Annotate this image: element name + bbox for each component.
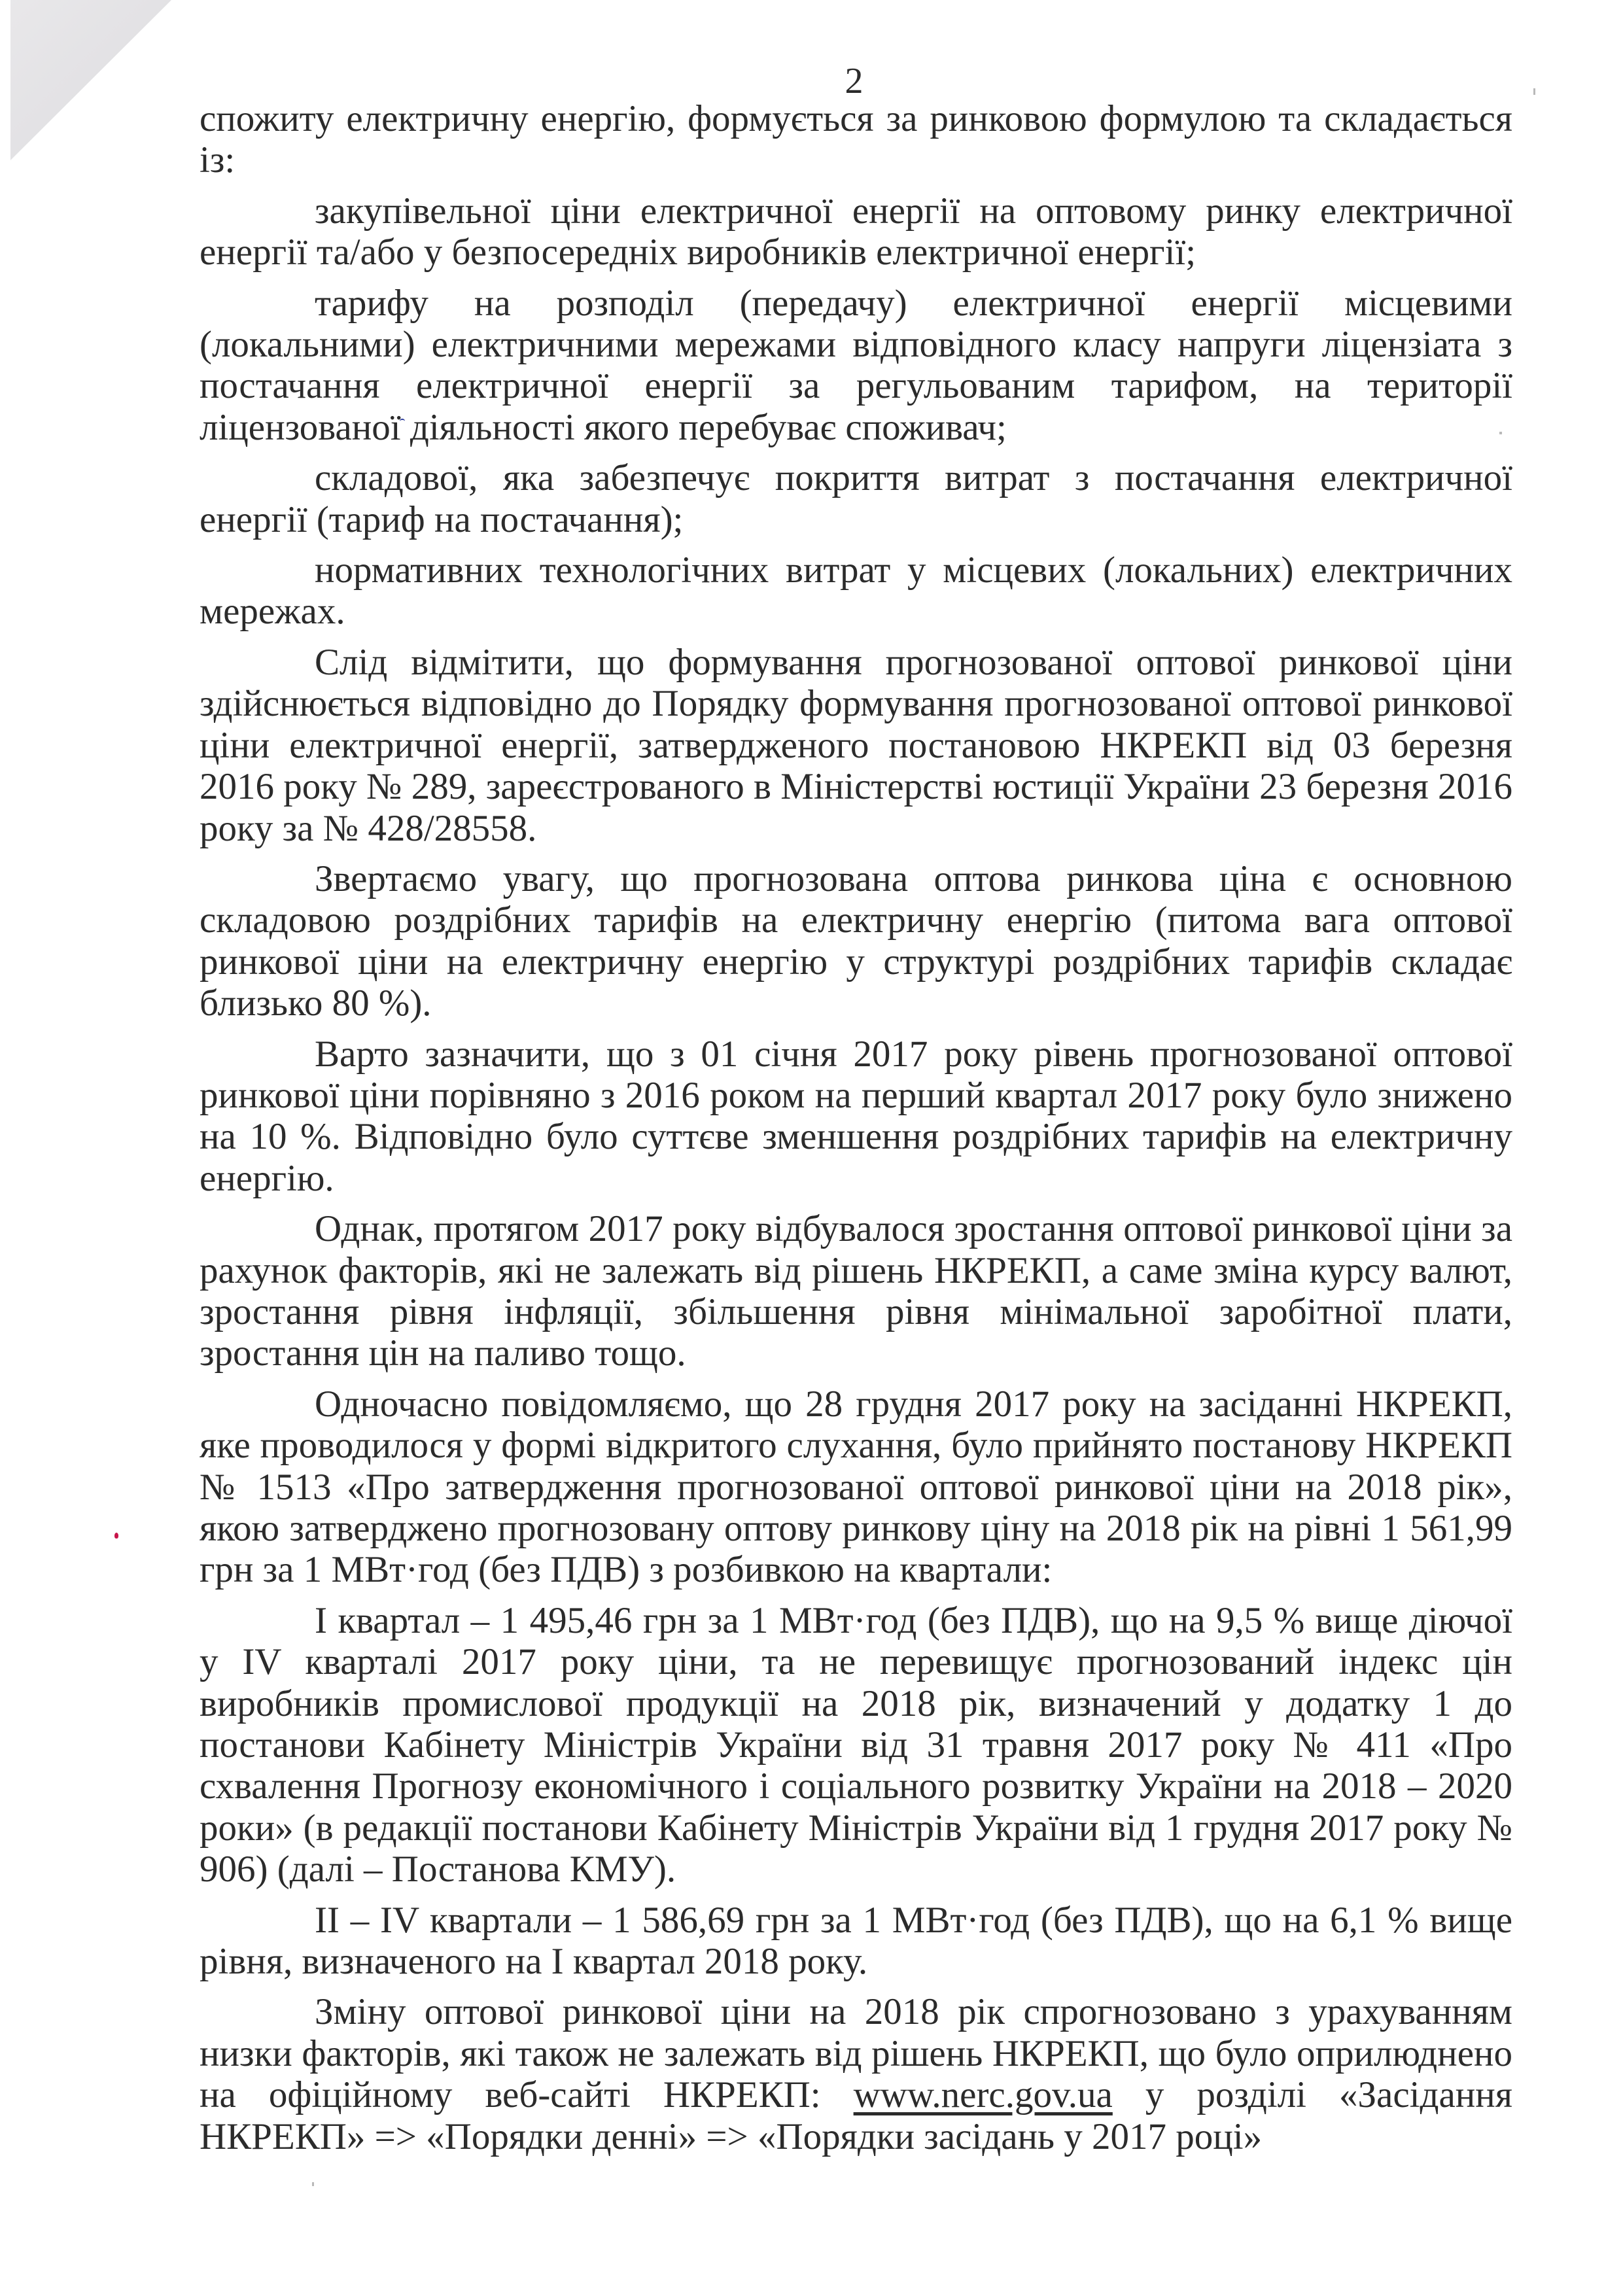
paragraph-retail-share: Звертаємо увагу, що прогнозована оптова ринкова ціна є основною складовою роздрібних тарифів на електричну енергію (питома вага оптової ринкової ціни на електричну енергію у структурі роздрібних тарифів складає близько 80 %). [200,858,1512,1024]
paragraph-purchase-price: закупівельної ціни електричної енергії на оптовому ринку електричної енергії та/або у безпосередніх виробників електричної енергії; [200,190,1512,273]
paragraph-text-after-link: у розділі «Засідання НКРЕКП» => «Порядки денні» => «Порядки засідань у 2017 році» [200,2074,1513,2157]
page-number: 2 [845,61,864,101]
scan-speck [1533,88,1535,95]
nerc-website-link[interactable]: www.nerc.gov.ua [853,2074,1113,2116]
paragraph-quarters-2-4: ІІ – ІV квартали – 1 586,69 грн за 1 МВт·год (без ПДВ), що на 6,1 % вище рівня, визначеного на І квартал 2018 року. [200,1899,1512,1983]
scan-speck [1499,432,1502,434]
paragraph-2017-reduction: Варто зазначити, що з 01 січня 2017 року рівень прогнозованої оптової ринкової ціни порівняно з 2016 роком на перший квартал 2017 року було знижено на 10 %. Відповідно було суттєве зменшення роздрібних тарифів на електричну енергію. [200,1033,1512,1199]
scan-speck [312,2182,314,2186]
pen-mark-blue [400,419,405,424]
paragraph-quarter-1: І квартал – 1 495,46 грн за 1 МВт·год (без ПДВ), що на 9,5 % вище діючої у IV кварталі 2017 року ціни, та не перевищує прогнозований індекс цін виробників промислової продукції на 2018 рік, визначений у додатку 1 до постанови Кабінету Міністрів України від 31 травня 2017 року № 411 «Про схвалення Прогнозу економічного і соціального розвитку України на 2018 – 2020 роки» (в редакції постанови Кабінету Міністрів України від 1 грудня 2017 року № 906) (далі – Постанова КМУ). [200,1599,1512,1890]
paragraph-factors-published [200,1991,1512,2157]
paragraph-text-before-link: Зміну оптової ринкової ціни на 2018 рік спрогнозовано з урахуванням низки факторів, які також не залежать від рішень НКРЕКП, що було оприлюднено на офіційному веб-сайті НКРЕКП: [200,1991,1512,2116]
paragraph-continuation: спожиту електричну енергію, формується за ринковою формулою та складається із: [200,98,1512,181]
document-body [200,98,1512,2157]
pen-mark-red [114,1533,118,1539]
paragraph-2017-growth-factors: Однак, протягом 2017 року відбувалося зростання оптової ринкової ціни за рахунок факторів, які не залежать від рішень НКРЕКП, а саме зміна курсу валют, зростання рівня інфляції, збільшення рівня мінімальної заробітної плати, зростання цін на паливо тощо. [200,1208,1512,1374]
paragraph-forecast-procedure: Слід відмітити, що формування прогнозованої оптової ринкової ціни здійснюється відповідно до Порядку формування прогнозованої оптової ринкової ціни електричної енергії, затвердженого постановою НКРЕКП від 03 березня 2016 року № 289, зареєстрованого в Міністерстві юстиції України 23 березня 2016 року за № 428/28558. [200,641,1512,849]
paragraph-resolution-1513: Одночасно повідомляємо, що 28 грудня 2017 року на засіданні НКРЕКП, яке проводилося у формі відкритого слухання, було прийнято постанову НКРЕКП № 1513 «Про затвердження прогнозованої оптової ринкової ціни на 2018 рік», якою затверджено прогнозовану оптову ринкову ціну на 2018 рік на рівні 1 561,99 грн за 1 МВт·год (без ПДВ) з розбивкою на квартали: [200,1383,1512,1591]
paragraph-technological-losses: нормативних технологічних витрат у місцевих (локальних) електричних мережах. [200,549,1512,633]
paragraph-distribution-tariff: тарифу на розподіл (передачу) електричної енергії місцевими (локальними) електричними мережами відповідного класу напруги ліцензіата з постачання електричної енергії за регульованим тарифом, на території ліцензованої діяльності якого перебуває споживач; [200,282,1512,448]
paragraph-supply-component: складової, яка забезпечує покриття витрат з постачання електричної енергії (тариф на постачання); [200,457,1512,540]
